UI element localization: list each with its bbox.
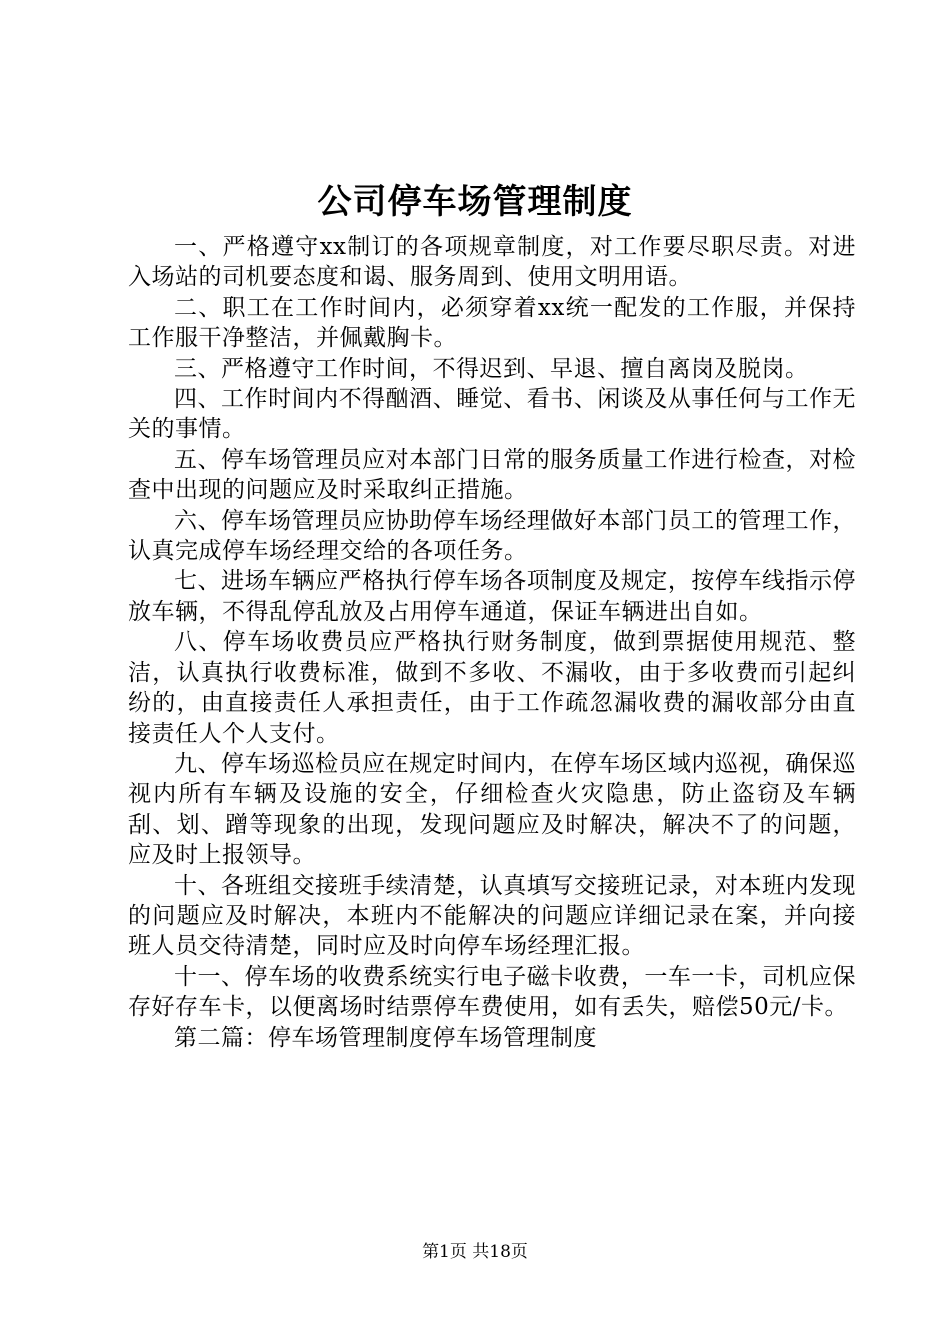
paragraph-3: 三、严格遵守工作时间，不得迟到、早退、擅自离岗及脱岗。 bbox=[174, 355, 809, 382]
document-body bbox=[128, 232, 856, 1053]
paragraph-1: 一、严格遵守xx制订的各项规章制度，对工作要尽职尽责。对进入场站的司机要态度和谒、服务周到、使用文明用语。 bbox=[128, 234, 856, 291]
paragraph-4: 四、工作时间内不得酗酒、睡觉、看书、闲谈及从事任何与工作无关的事情。 bbox=[128, 386, 856, 443]
paragraph-10: 十、各班组交接班手续清楚，认真填写交接班记录，对本班内发现的问题应及时解决，本班内不能解决的问题应详细记录在案，并向接班人员交待清楚，同时应及时向停车场经理汇报。 bbox=[128, 872, 856, 960]
paragraph-7: 七、进场车辆应严格执行停车场各项制度及规定，按停车线指示停放车辆，不得乱停乱放及占用停车通道，保证车辆进出自如。 bbox=[128, 568, 856, 625]
document-title: 公司停车场管理制度 bbox=[317, 182, 633, 222]
page-number-footer: 第1页 共18页 bbox=[422, 1242, 528, 1262]
paragraph-5: 五、停车场管理员应对本部门日常的服务质量工作进行检查，对检查中出现的问题应及时采取纠正措施。 bbox=[128, 446, 856, 504]
paragraph-8: 八、停车场收费员应严格执行财务制度，做到票据使用规范、整洁，认真执行收费标准，做到不多收、不漏收，由于多收费而引起纠纷的，由直接责任人承担责任，由于工作疏忽漏收费的漏收部分由直接责任人个人支付。 bbox=[128, 629, 856, 747]
paragraph-11: 十一、停车场的收费系统实行电子磁卡收费，一车一卡，司机应保存好存车卡，以便离场时结票停车费使用，如有丢失，赔偿50元/卡。 bbox=[128, 963, 856, 1021]
section-heading-part-two: 第二篇：停车场管理制度停车场管理制度 bbox=[174, 1024, 597, 1051]
paragraph-9: 九、停车场巡检员应在规定时间内，在停车场区域内巡视，确保巡视内所有车辆及设施的安全，仔细检查火灾隐患，防止盗窃及车辆刮、划、蹭等现象的出现，发现问题应及时解决，解决不了的问题，应及时上报领导。 bbox=[128, 750, 856, 869]
paragraph-2: 二、职工在工作时间内，必须穿着xx统一配发的工作服，并保持工作服干净整洁，并佩戴胸卡。 bbox=[128, 294, 856, 352]
paragraph-6: 六、停车场管理员应协助停车场经理做好本部门员工的管理工作，认真完成停车场经理交给的各项任务。 bbox=[128, 507, 856, 565]
